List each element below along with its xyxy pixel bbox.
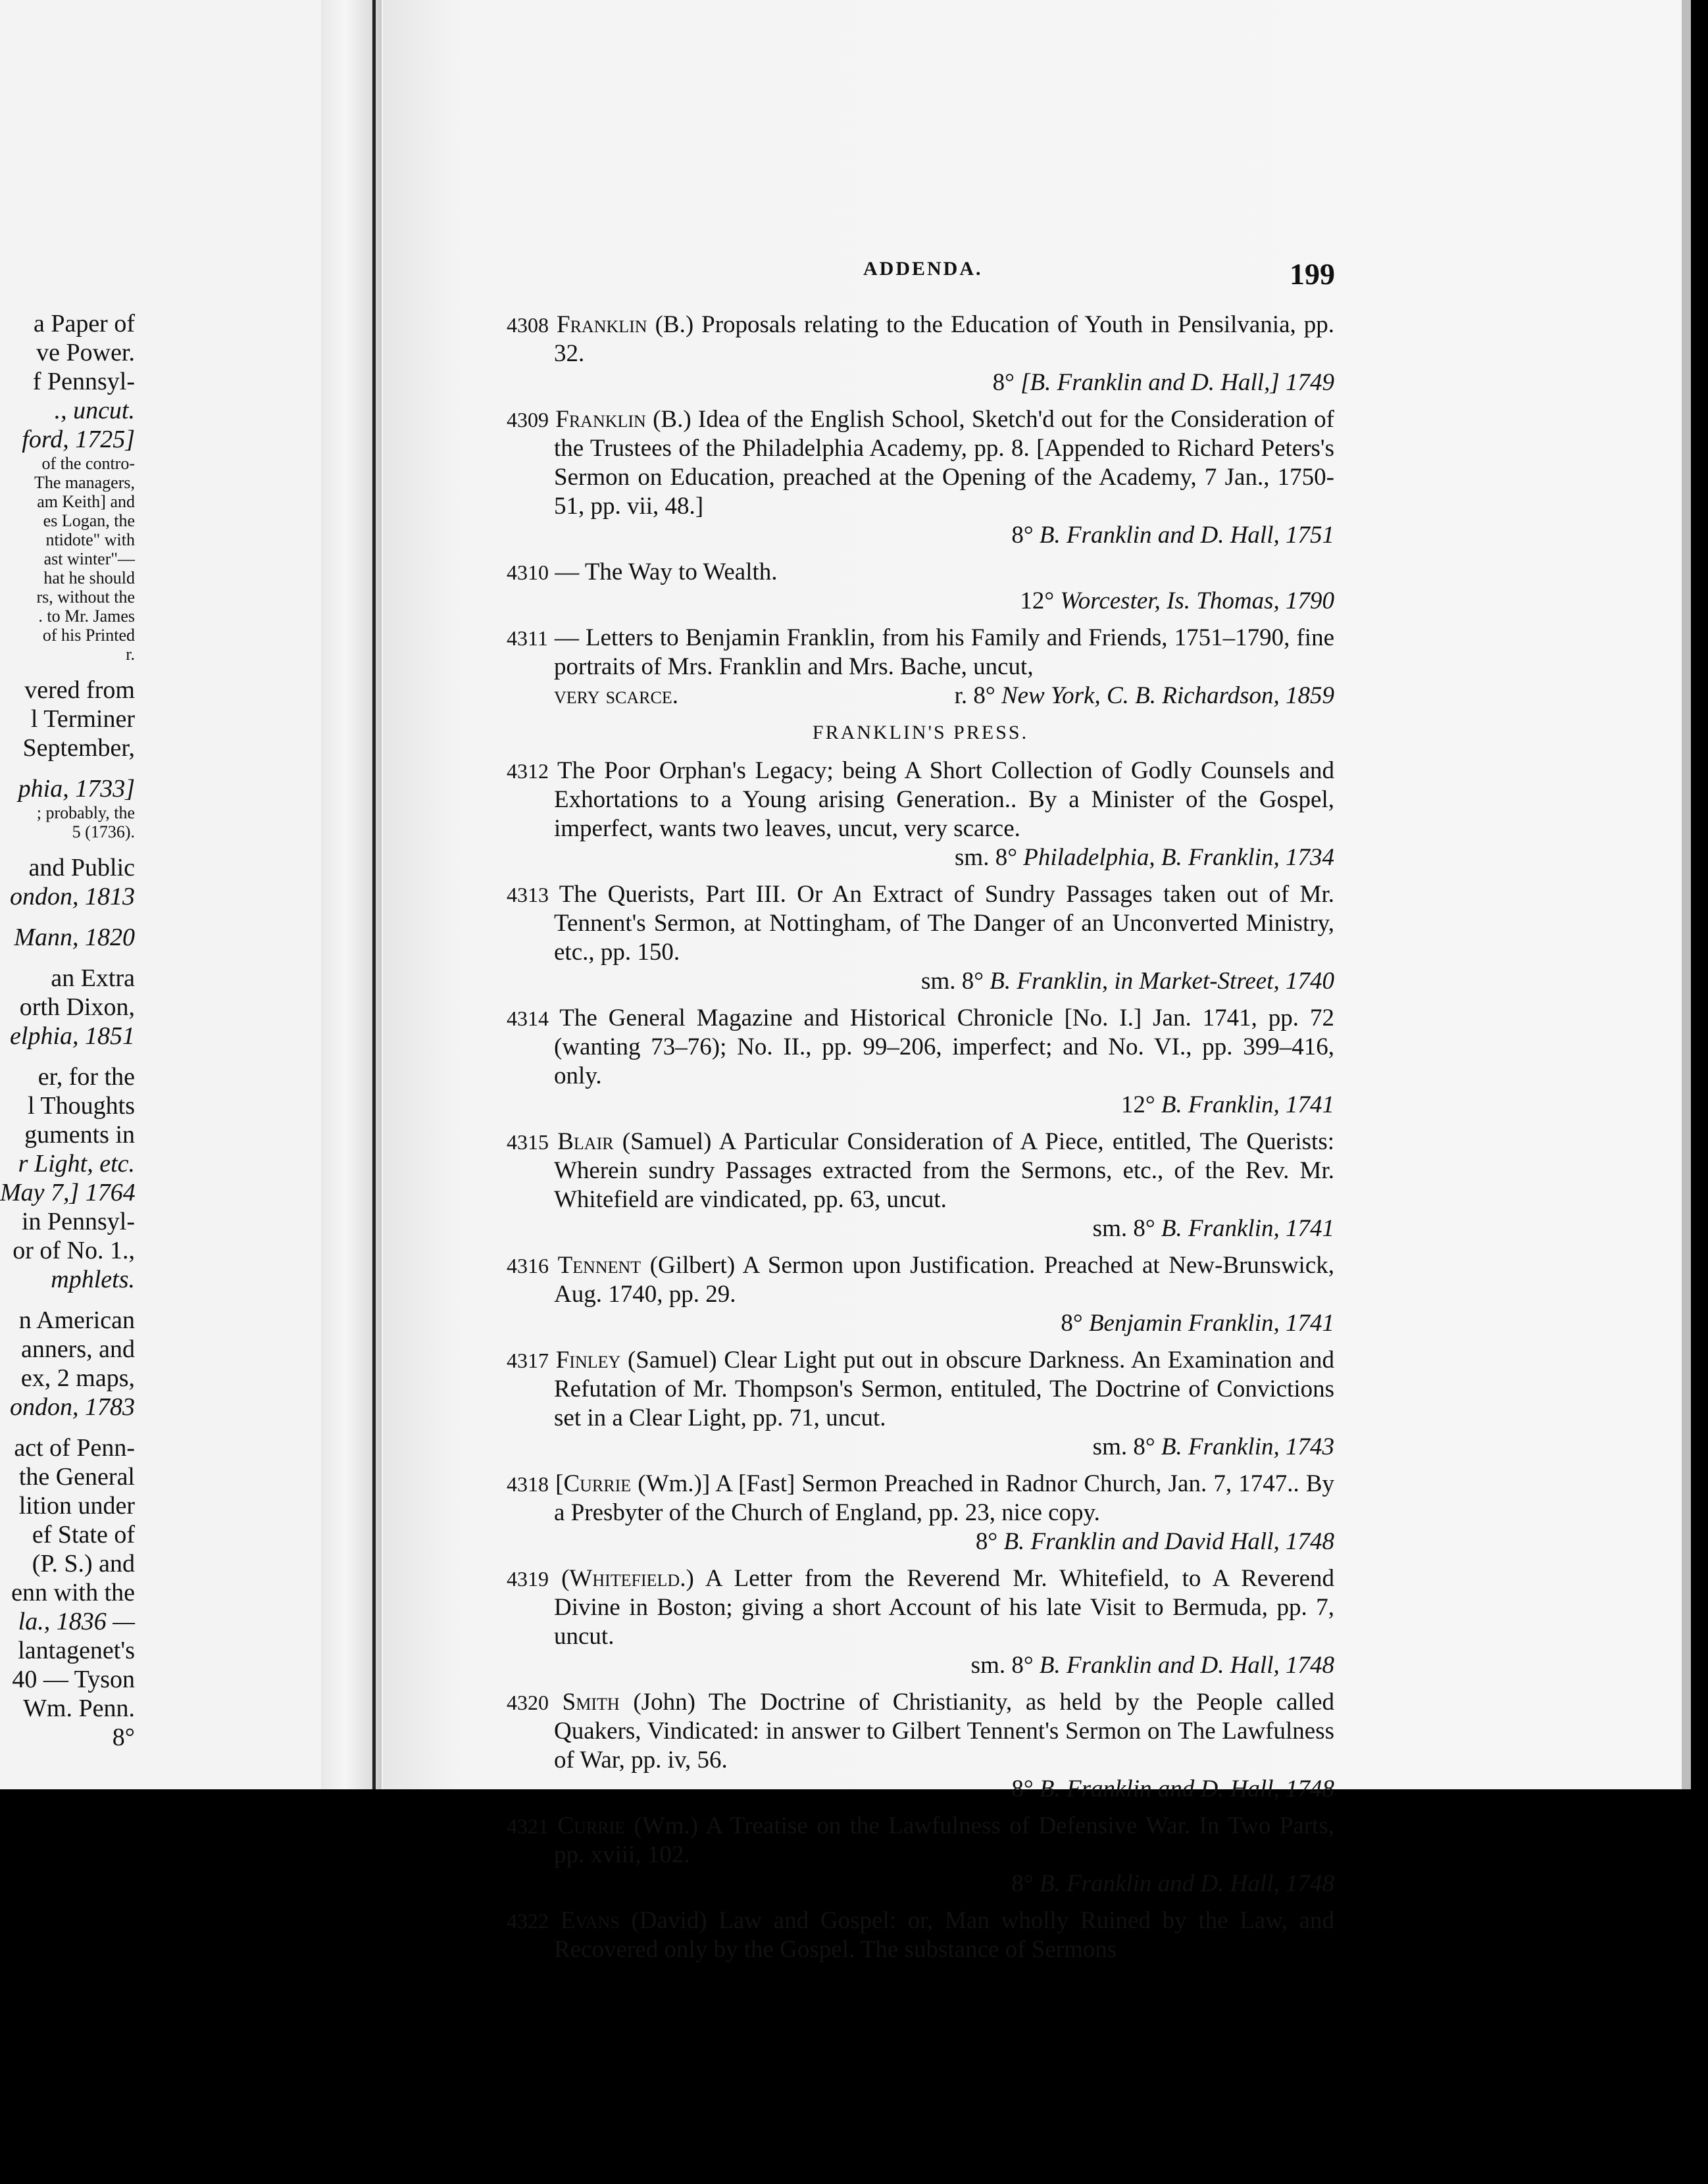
entry-note: very scarce. (554, 682, 678, 709)
entry-imprint (507, 587, 1334, 616)
entry-format: 8° (1011, 522, 1034, 549)
entry-format: 8° (1011, 1870, 1034, 1897)
catalogue-entry (507, 757, 1334, 872)
left-column-line: 5 (1736). (72, 822, 135, 841)
entry-author: Tennent (557, 1252, 641, 1279)
entry-imprint-text: Philadelphia, B. Franklin, 1734 (1017, 844, 1334, 871)
left-column-line: or of No. 1., (13, 1237, 135, 1264)
entry-imprint-text: B. Franklin and D. Hall, 1751 (1033, 522, 1334, 549)
entry-number: 4315 (507, 1130, 549, 1154)
catalogue-entry (507, 1004, 1334, 1120)
left-column-line: f Pennsyl- (32, 368, 135, 395)
left-column-line: hat he should (43, 568, 135, 587)
entry-format: sm. 8° (955, 844, 1018, 871)
entry-author: Franklin (555, 406, 646, 433)
left-column-line: The managers, (34, 473, 135, 492)
entry-format: 12° (1020, 587, 1055, 614)
entry-number: 4310 (507, 560, 549, 584)
entry-format: 12° (1120, 1091, 1155, 1118)
entry-author-name: (David) (619, 1907, 707, 1934)
entry-text (507, 1470, 1334, 1527)
entry-text (507, 1128, 1334, 1214)
entry-author-name: (Wm.) (625, 1812, 699, 1839)
entry-imprint-text: B. Franklin and D. Hall, 1748 (1033, 1775, 1334, 1802)
entry-author-name: (B.) (647, 311, 694, 338)
left-column-line: n American (18, 1306, 135, 1334)
entry-description: A Sermon upon Justification. Preached at New-Brunswick, Aug. 1740, pp. 29. (554, 1252, 1334, 1308)
left-column-line: ast winter"— (43, 549, 135, 568)
entry-description: The General Magazine and Historical Chronicle [No. I.] Jan. 1741, pp. 72 (wanting 73–76); No. II., pp. 99–206, imperfect; and No. VI., pp. 399–416, only. (554, 1005, 1334, 1089)
entry-imprint (507, 1527, 1334, 1556)
catalogue-entry (507, 1906, 1334, 1964)
entry-author: (Whitefield.) (561, 1565, 694, 1592)
entry-description: The Doctrine of Christianity, as held by the People called Quakers, Vindicated: in answer to Gilbert Tennent's Sermon on The Lawfulness of War, pp. iv, 56. (554, 1689, 1335, 1774)
entry-number: 4320 (507, 1691, 549, 1714)
entry-number: 4317 (507, 1349, 549, 1372)
entry-imprint-text: B. Franklin and David Hall, 1748 (997, 1528, 1334, 1555)
left-column-line: of his Printed (42, 626, 135, 645)
left-column-line: l Terminer (30, 705, 135, 733)
left-column-line: rs, without the (36, 587, 135, 607)
entry-format: 8° (1011, 1775, 1034, 1802)
entry-description: A Treatise on the Lawfulness of Defensive War. In Two Parts, pp. xviii, 102. (554, 1812, 1334, 1868)
entry-author: Franklin (557, 311, 647, 338)
entry-imprint-text: B. Franklin, 1741 (1155, 1091, 1334, 1118)
left-column-line: elphia, 1851 (10, 1022, 135, 1050)
entry-number: 4321 (507, 1814, 549, 1838)
entry-number: 4314 (507, 1006, 549, 1030)
left-column-line: la., 1836 — (18, 1608, 135, 1635)
left-column-line: anners, and (20, 1335, 135, 1363)
entry-imprint-text: Worcester, Is. Thomas, 1790 (1054, 587, 1334, 614)
page-edge (1682, 0, 1691, 1789)
entry-description: A Particular Consideration of A Piece, entitled, The Querists: Wherein sundry Passages extracted from the Sermons, etc., of the Rev. Mr. Whitefield are vindicated, pp. 63, uncut. (554, 1128, 1335, 1213)
entry-imprint (507, 843, 1334, 872)
left-column-line: mphlets. (51, 1266, 135, 1293)
left-column-line: . to Mr. James (38, 607, 135, 626)
entry-imprint-text: B. Franklin and D. Hall, 1748 (1033, 1870, 1334, 1897)
entry-imprint-text: B. Franklin, in Market-Street, 1740 (984, 968, 1334, 995)
left-column-line: l Thoughts (28, 1092, 135, 1120)
entry-text (507, 880, 1334, 967)
entry-imprint-text: Benjamin Franklin, 1741 (1082, 1310, 1334, 1337)
left-column-line: phia, 1733] (18, 775, 135, 803)
entry-imprint (507, 967, 1334, 996)
catalogue-entries (507, 310, 1334, 1972)
left-column-line: ; probably, the (36, 803, 135, 822)
entry-number: 4312 (507, 759, 549, 783)
left-column-line: an Extra (51, 964, 135, 992)
entry-text (507, 1906, 1334, 1964)
entry-author-name: (Samuel) (620, 1347, 717, 1374)
catalogue-entry (507, 880, 1334, 996)
entry-description: — The Way to Wealth. (555, 558, 778, 585)
left-column-line: act of Penn- (14, 1434, 135, 1462)
entry-imprint-text: [B. Franklin and D. Hall,] 1749 (1014, 369, 1334, 396)
entry-author: [Currie (555, 1470, 632, 1497)
catalogue-entry (507, 1128, 1334, 1243)
left-column-line: ondon, 1813 (10, 883, 135, 910)
catalogue-entry (507, 310, 1334, 397)
left-column-line: 40 — Tyson (12, 1666, 135, 1693)
left-column-text (0, 309, 135, 1752)
entry-note-imprint-line (507, 682, 1334, 710)
left-column-line: guments in (24, 1121, 135, 1149)
catalogue-entry (507, 405, 1334, 550)
left-column-line: of the contro- (41, 454, 135, 473)
entry-description: The Poor Orphan's Legacy; being A Short Collection of Godly Counsels and Exhortations to a Young arising Generation.. By a Minister of the Gospel, imperfect, wants two leaves, uncut, very scarce. (554, 757, 1334, 842)
catalogue-entry (507, 1470, 1334, 1556)
entry-description: Law and Gospel: or, Man wholly Ruined by the Law, and Recovered only by the Gospel. The substance of Sermons (554, 1907, 1334, 1963)
entry-description: — Letters to Benjamin Franklin, from his Family and Friends, 1751–1790, fine portraits of Mrs. Franklin and Mrs. Bache, uncut, (554, 624, 1334, 680)
catalogue-entry (507, 1564, 1334, 1680)
left-column-line: Wm. Penn. (23, 1695, 135, 1722)
left-column-line: orth Dixon, (19, 993, 135, 1021)
entry-number: 4311 (507, 626, 548, 650)
entry-author-name: (Samuel) (613, 1128, 712, 1155)
entry-author-name: (Wm.)] (631, 1470, 711, 1497)
entry-imprint (507, 1870, 1334, 1899)
entry-imprint (507, 1309, 1334, 1338)
catalogue-entry (507, 1688, 1334, 1804)
left-column-line: ondon, 1783 (10, 1393, 135, 1421)
left-column-line: ex, 2 maps, (20, 1364, 135, 1392)
entry-format: sm. 8° (921, 968, 984, 995)
entry-number: 4316 (507, 1254, 549, 1278)
left-column-line: vered from (24, 676, 135, 704)
left-column-line: ., uncut. (54, 397, 135, 424)
left-column-line: lantagenet's (18, 1637, 135, 1664)
entry-description: A Letter from the Reverend Mr. Whitefield, to A Reverend Divine in Boston; giving a short Account of his late Visit to Bermuda, pp. 7, uncut. (554, 1565, 1335, 1650)
entry-imprint (507, 368, 1334, 397)
left-column-line: May 7,] 1764 (0, 1179, 136, 1206)
left-column-line: (P. S.) and (32, 1550, 135, 1577)
left-column-line: 8° (112, 1724, 135, 1751)
catalogue-entry (507, 624, 1334, 710)
entry-number: 4309 (507, 408, 549, 432)
entry-number: 4308 (507, 313, 549, 337)
entry-description: Proposals relating to the Education of Youth in Pensilvania, pp. 32. (554, 311, 1335, 367)
left-column-line: a Paper of (33, 310, 135, 337)
left-column-line: enn with the (11, 1579, 135, 1606)
entry-description: A [Fast] Sermon Preached in Radnor Church, Jan. 7, 1747.. By a Presbyter of the Church of England, pp. 23, nice copy. (554, 1470, 1335, 1526)
entry-number: 4322 (507, 1909, 549, 1933)
left-column-line: September, (22, 734, 135, 762)
left-column-line: ntidote" with (45, 530, 135, 549)
entry-description: Idea of the English School, Sketch'd out for the Consideration of the Trustees of the Philadelphia Academy, pp. 8. [Appended to Richard Peters's Sermon on Education, preached at the Opening of the Academy, 7 Jan., 1750-51, pp. vii, 48.] (554, 406, 1335, 520)
entry-imprint-text: B. Franklin and D. Hall, 1748 (1033, 1652, 1334, 1679)
entry-format: sm. 8° (1092, 1215, 1155, 1242)
left-column-line: es Logan, the (43, 511, 135, 530)
entry-author: Smith (562, 1689, 620, 1716)
entry-author-name: (B.) (645, 406, 691, 433)
entry-format: sm. 8° (1092, 1433, 1155, 1460)
left-column-line: the General (18, 1463, 135, 1491)
entry-author: Blair (557, 1128, 614, 1155)
entry-imprint (507, 1214, 1334, 1243)
entry-imprint-text: New York, C. B. Richardson, 1859 (995, 682, 1334, 709)
entry-imprint-text: B. Franklin, 1741 (1155, 1215, 1334, 1242)
entry-imprint (507, 1775, 1334, 1804)
entry-author: Finley (555, 1347, 621, 1374)
running-head: ADDENDA. (863, 258, 983, 280)
entry-format: 8° (1061, 1310, 1083, 1337)
left-column-line: and Public (28, 854, 135, 881)
section-title: FRANKLIN'S PRESS. (812, 722, 1029, 743)
entry-format: sm. 8° (970, 1652, 1034, 1679)
catalogue-entry (507, 1346, 1334, 1462)
entry-imprint (507, 1651, 1334, 1680)
entry-number: 4313 (507, 883, 549, 906)
entry-number: 4319 (507, 1567, 549, 1591)
entry-author-name: (John) (619, 1689, 695, 1716)
entry-imprint (507, 1091, 1334, 1120)
entry-text (507, 1251, 1334, 1309)
left-column-line: ef State of (32, 1521, 135, 1549)
entry-text (507, 757, 1334, 843)
entry-imprint-text: B. Franklin, 1743 (1155, 1433, 1334, 1460)
entry-description: The Querists, Part III. Or An Extract of Sundry Passages taken out of Mr. Tennent's Sermon, at Nottingham, of The Danger of an Unconverted Ministry, etc., pp. 150. (554, 881, 1334, 966)
entry-description: Clear Light put out in obscure Darkness. An Examination and Refutation of Mr. Thompson's Sermon, entituled, The Doctrine of Convictions set in a Clear Light, pp. 71, uncut. (554, 1347, 1335, 1431)
left-column-line: ve Power. (36, 339, 135, 366)
left-column-line: am Keith] and (37, 492, 135, 511)
left-column-line: Mann, 1820 (14, 924, 135, 951)
gutter-edge (372, 0, 376, 1789)
entry-author: Currie (557, 1812, 626, 1839)
entry-text (507, 1004, 1334, 1091)
entry-number: 4318 (507, 1472, 549, 1496)
entry-text (507, 558, 1334, 587)
entry-text (507, 1688, 1334, 1775)
entry-text (507, 1812, 1334, 1870)
left-column-line: r Light, etc. (18, 1150, 135, 1178)
entry-imprint (507, 521, 1334, 550)
entry-text (507, 1346, 1334, 1433)
entry-imprint (955, 682, 1334, 710)
catalogue-entry (507, 1812, 1334, 1899)
catalogue-entry (507, 558, 1334, 616)
entry-format: 8° (975, 1528, 998, 1555)
left-column-line: ford, 1725] (22, 426, 135, 453)
left-column-line: lition under (18, 1492, 135, 1520)
entry-format: 8° (992, 369, 1015, 396)
left-page (0, 0, 385, 1789)
entry-author: Evans (560, 1907, 620, 1934)
entry-text (507, 310, 1334, 368)
left-column-line: in Pennsyl- (21, 1208, 135, 1235)
left-column-line: r. (126, 645, 135, 664)
left-column-line: er, for the (38, 1063, 135, 1091)
entry-text (507, 405, 1334, 521)
entry-format: r. 8° (954, 682, 995, 709)
entry-imprint (507, 1433, 1334, 1462)
page-number: 199 (1290, 257, 1335, 291)
entry-text (507, 1564, 1334, 1651)
entry-text (507, 624, 1334, 682)
entry-author-name: (Gilbert) (641, 1252, 736, 1279)
catalogue-entry (507, 1251, 1334, 1338)
